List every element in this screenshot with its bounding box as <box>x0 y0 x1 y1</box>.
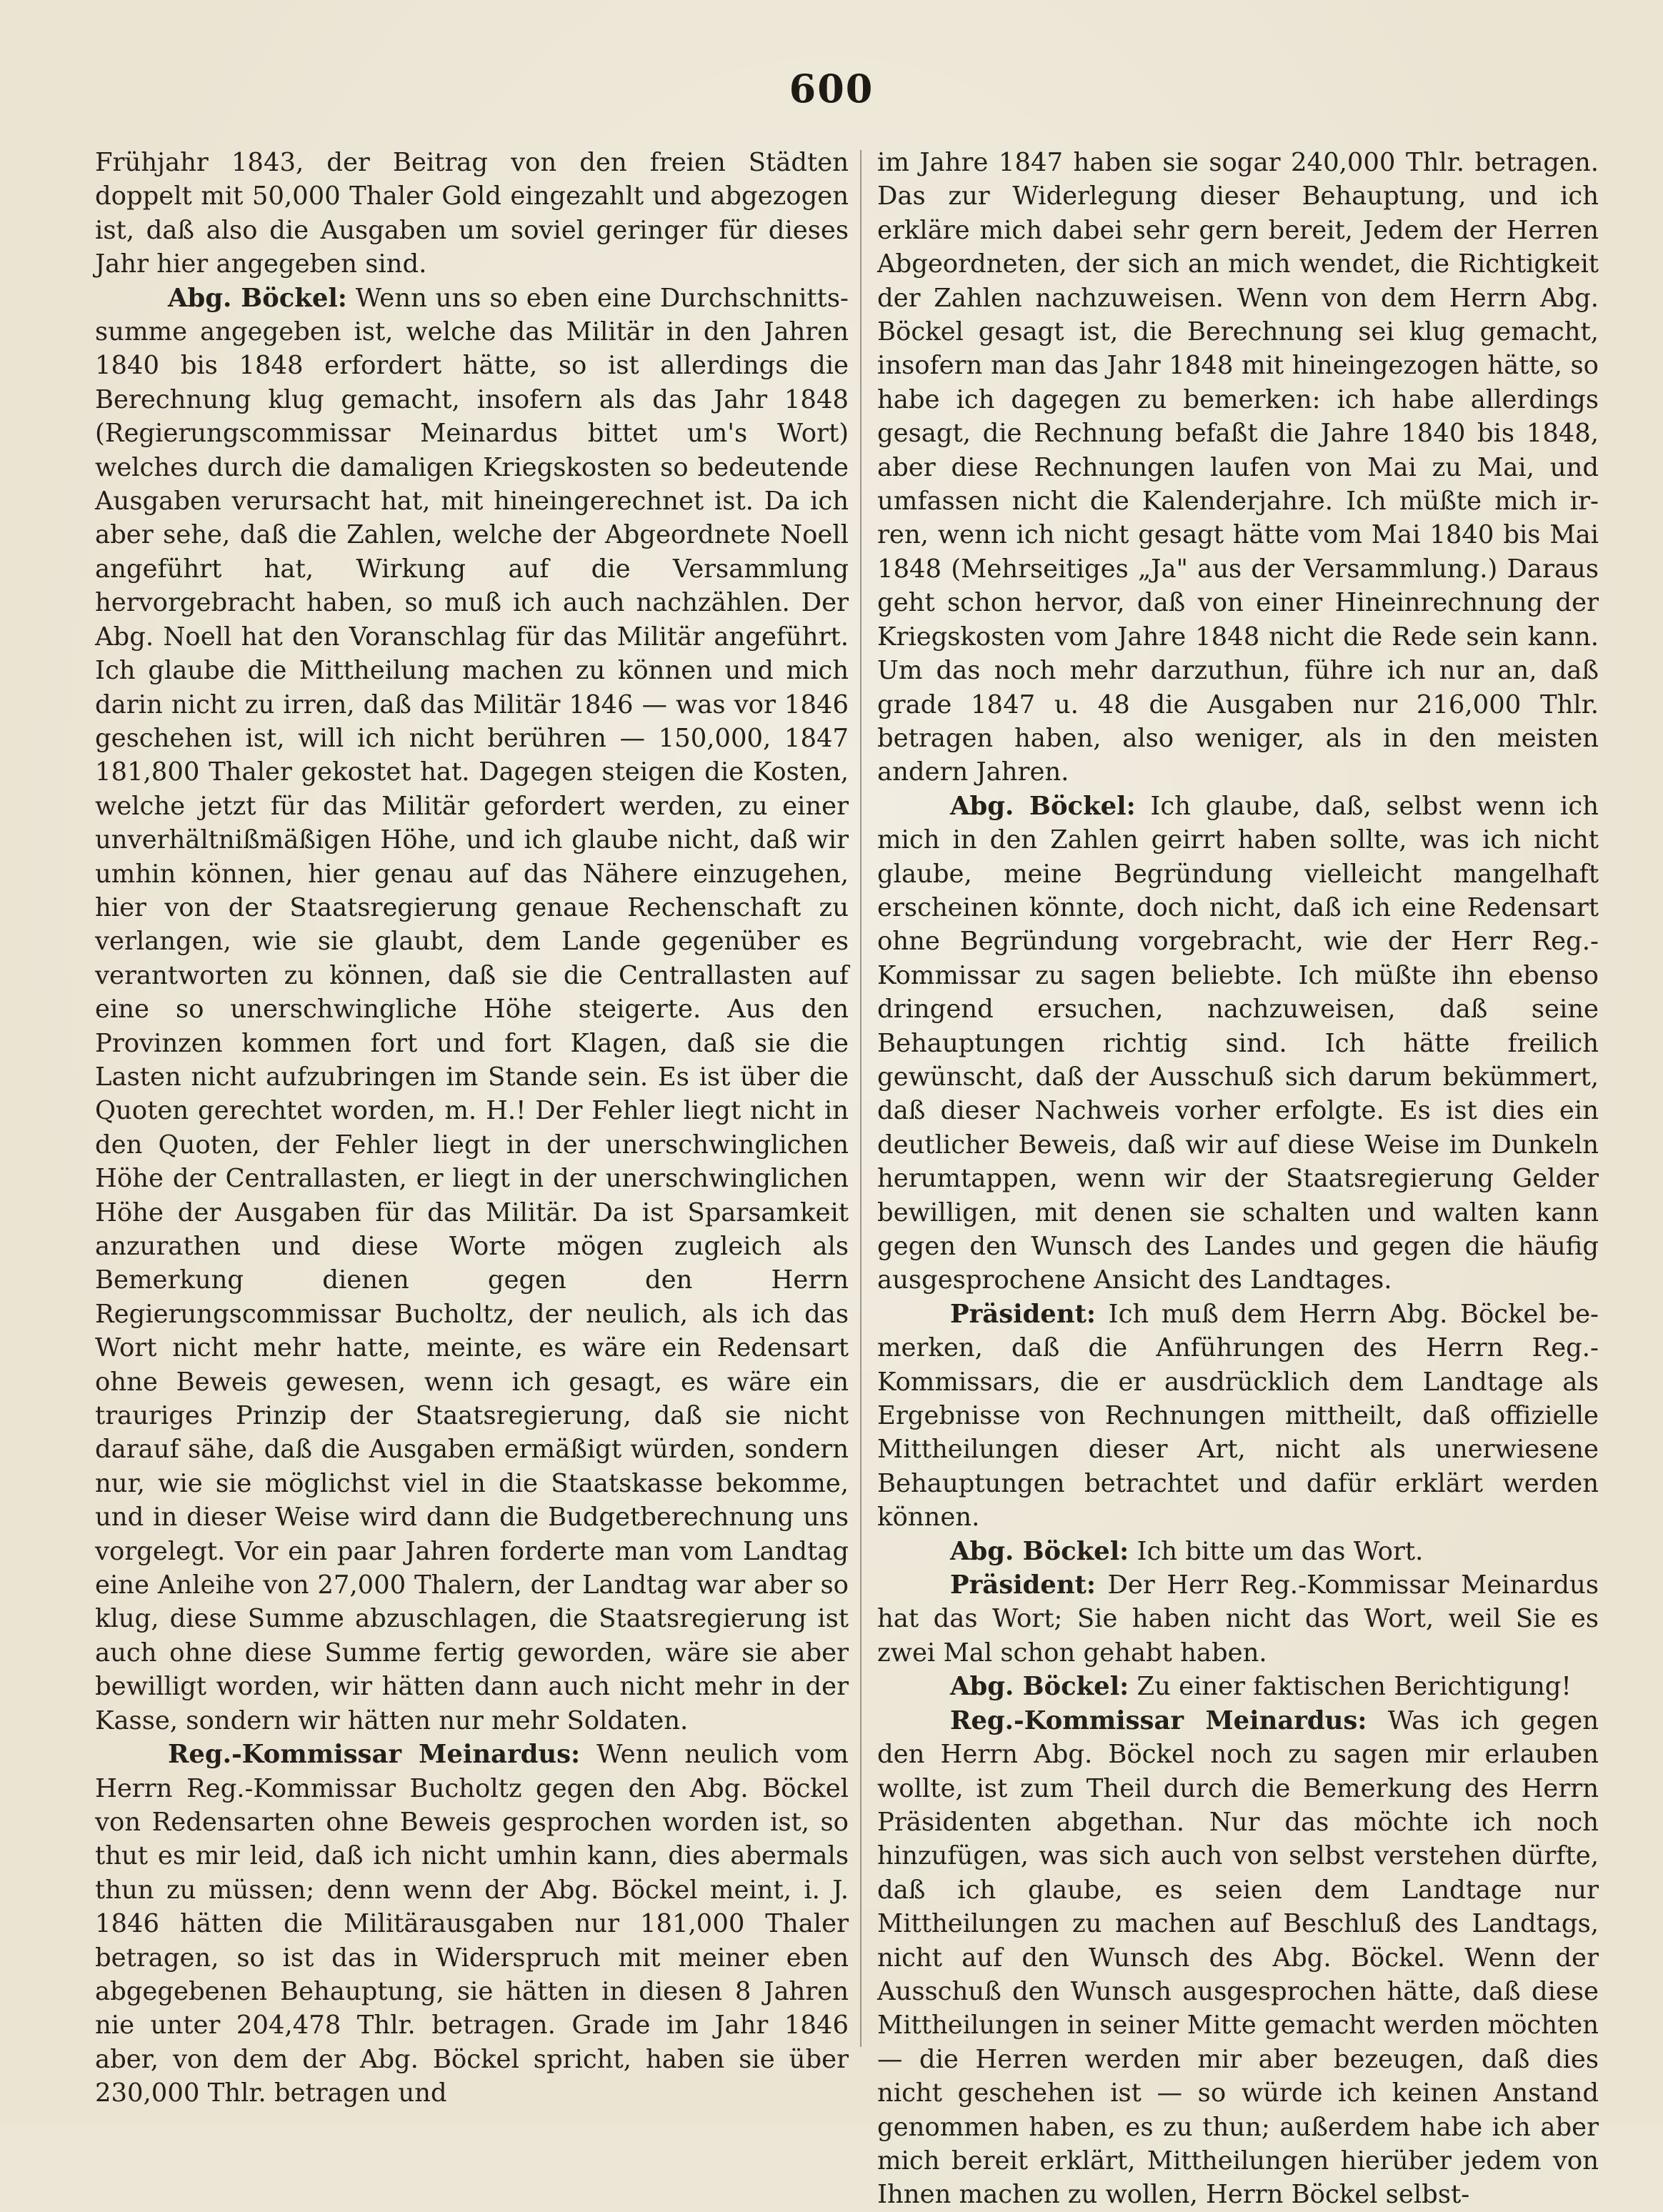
speech-paragraph <box>877 1568 1599 1670</box>
speaker-name: Abg. Böckel: <box>168 283 347 313</box>
paragraph <box>95 146 849 282</box>
speaker-name: Abg. Böckel: <box>950 1672 1129 1702</box>
speech-text: Wenn neulich vom Herrn Reg.-Kommissar Bucholtz gegen den Abg. Böckel von Redensarten ohne Beweis gesprochen worden ist, so thut es mir leid, daß ich nicht umhin kann, dies abermals thun zu müssen; denn wenn der Abg. Böckel meint, i. J. 1846 hätten die Militärausgaben nur 181,000 Thaler betragen, so ist das in Widerspruch mit meiner eben abgegebenen Behauptung, sie hätten in diesen 8 Jahren nie unter 204,478 Thlr. betragen. Grade im Jahr 1846 aber, von dem der Abg. Böckel spricht, haben sie über 230,000 Thlr. betragen und <box>95 1740 849 2108</box>
paragraph-text: Frühjahr 1843, der Beitrag von den freien Städten doppelt mit 50,000 Thaler Gold eingezahlt und abgezogen ist, daß also die Ausgaben um soviel geringer für dieses Jahr hier angegeben sind. <box>95 148 849 279</box>
speech-paragraph <box>95 1738 849 2110</box>
speech-text: Ich muß dem Herrn Abg. Böckel bemerken, daß die Anführungen des Herrn Reg.-Kommissars, die er ausdrücklich dem Landtage als Ergebnisse von Rechnungen mittheilt, daß offizielle Mittheilungen dieser Art, nicht als unerwiesene Behauptungen betrachtet und dafür erklärt werden können. <box>877 1299 1599 1533</box>
speaker-name: Reg.-Kommissar Meinardus: <box>168 1740 581 1770</box>
speech-text: Ich glaube, daß, selbst wenn ich mich in den Zahlen geirrt haben sollte, was ich nicht glaube, meine Begründung vielleicht mangelhaft erscheinen könnte, doch nicht, daß ich eine Redensart ohne Begründung vorgebracht, wie der Herr Reg.-Kommissar zu sagen beliebte. Ich müßte ihn ebenso dringend ersuchen, nachzuweisen, daß seine Behauptungen richtig sind. Ich hätte freilich gewünscht, daß der Ausschuß sich darum bekümmert, daß dieser Nachweis vorher erfolgte. Es ist dies ein deutlicher Beweis, daß wir auf diese Weise im Dunkeln herumtappen, wenn wir der Staatsregierung Gelder bewilligen, mit denen sie schalten und walten kann gegen den Wunsch des Landes und gegen die häufig ausgesprochene Ansicht des Landtages. <box>877 791 1599 1295</box>
speech-text: Der Herr Reg.-Kommissar Meinardus hat das Wort; Sie haben nicht das Wort, weil Sie es zwei Mal schon gehabt haben. <box>877 1570 1599 1668</box>
right-column <box>877 146 1599 2212</box>
speech-paragraph <box>95 282 849 1738</box>
paragraph <box>877 146 1599 789</box>
speech-paragraph <box>877 1297 1599 1535</box>
speaker-name: Reg.-Kommissar Meinardus: <box>950 1705 1367 1735</box>
speech-text: Was ich gegen den Herrn Abg. Böckel noch zu sagen mir erlauben wollte, ist zum Theil durch die Bemerkung des Herrn Präsidenten abgethan. Nur das möchte ich noch hinzufügen, was sich auch von selbst verstehen dürfte, daß ich glaube, es seien dem Landtage nur Mittheilungen zu machen auf Beschluß des Landtags, nicht auf den Wunsch des Abg. Böckel. Wenn der Ausschuß den Wunsch ausgesprochen hätte, daß diese Mittheilungen in seiner Mitte gemacht werden möchten — die Herren werden mir aber bezeugen, daß dies nicht geschehen ist — so würde ich keinen Anstand genommen haben, es zu thun; außerdem habe ich aber mich bereit erklärt, Mittheilungen hierüber jedem von Ihnen machen zu wollen, Herrn Böckel selbst- <box>877 1705 1599 2210</box>
speech-paragraph <box>877 1535 1599 1568</box>
speech-paragraph <box>877 1670 1599 1703</box>
speaker-name: Abg. Böckel: <box>950 791 1136 821</box>
left-column <box>95 146 849 2111</box>
speaker-name: Präsident: <box>950 1570 1096 1600</box>
speech-paragraph <box>877 1704 1599 2212</box>
speech-text: Wenn uns so eben eine Durchschnittssumme angegeben ist, welche das Militär in den Jahren 1840 bis 1848 erfordert hätte, so ist allerdings die Berechnung klug gemacht, insofern als das Jahr 1848 (Regierungscommissar Meinardus bittet um's Wort) welches durch die damaligen Kriegskosten so bedeutende Ausgaben verursacht hat, mit hineingerechnet ist. Da ich aber sehe, daß die Zahlen, welche der Abgeordnete Noell angeführt hat, Wirkung auf die Versammlung hervorgebracht haben, so muß ich auch nachzählen. Der Abg. Noell hat den Voranschlag für das Militär angeführt. Ich glaube die Mittheilung machen zu können und mich darin nicht zu irren, daß das Militär 1846 — was vor 1846 geschehen ist, will ich nicht berühren — 150,000, 1847 181,800 Thaler gekostet hat. Dagegen steigen die Kosten, welche jetzt für das Militär gefordert werden, zu einer unverhältnißmäßigen Höhe, und ich glaube nicht, daß wir umhin können, hier genau auf das Nähere einzugehen, hier von der Staatsregierung genaue Rechenschaft zu verlangen, wie sie glaubt, dem Lande gegenüber es verantworten zu können, daß sie die Centrallasten auf eine so unerschwingliche Höhe steigerte. Aus den Provinzen kommen fort und fort Klagen, daß sie die Lasten nicht aufzubringen im Stande sein. Es ist über die Quoten gerechtet worden, m. H.! Der Fehler liegt nicht in den Quoten, der Fehler liegt in der unerschwinglichen Höhe der Centrallasten, er liegt in der unerschwinglichen Höhe der Ausgaben für das Militär. Da ist Sparsamkeit anzurathen und diese Worte mögen zugleich als Bemerkung dienen gegen den Herrn Regierungscommissar Bucholtz, der neulich, als ich das Wort nicht mehr hatte, meinte, es wäre ein Redensart ohne Beweis gewesen, wenn ich gesagt, es wäre ein trauriges Prinzip der Staatsregierung, daß sie nicht darauf sähe, daß die Ausgaben ermäßigt würden, sondern nur, wie sie möglichst viel in die Staatskasse bekomme, und in dieser Weise wird dann die Budgetberechnung uns vorgelegt. Vor ein paar Jahren forderte man vom Landtag eine Anleihe von 27,000 Thalern, der Landtag war aber so klug, diese Summe abzuschlagen, die Staatsregierung ist auch ohne diese Summe fertig geworden, wäre sie aber bewilligt worden, wir hätten dann auch nicht mehr in der Kasse, sondern wir hätten nur mehr Soldaten. <box>95 283 849 1735</box>
column-divider <box>860 150 862 2047</box>
speech-text: Ich bitte um das Wort. <box>1129 1536 1424 1566</box>
speech-text: Zu einer faktischen Berichtigung! <box>1129 1672 1572 1702</box>
page-number: 600 <box>789 66 874 111</box>
speaker-name: Abg. Böckel: <box>950 1536 1129 1566</box>
speaker-name: Präsident: <box>950 1299 1096 1329</box>
speech-paragraph <box>877 789 1599 1297</box>
paragraph-text: im Jahre 1847 haben sie sogar 240,000 Thlr. betragen. Das zur Widerlegung dieser Behauptung, und ich erkläre mich dabei sehr gern bereit, Jedem der Herren Abgeordneten, der sich an mich wendet, die Richtigkeit der Zahlen nachzuweisen. Wenn von dem Herrn Abg. Böckel gesagt ist, die Berechnung sei klug gemacht, insofern man das Jahr 1848 mit hineingezogen hätte, so habe ich dagegen zu bemerken: ich habe allerdings gesagt, die Rechnung befaßt die Jahre 1840 bis 1848, aber diese Rechnungen laufen von Mai zu Mai, und umfassen nicht die Kalenderjahre. Ich müßte mich irren, wenn ich nicht gesagt hätte vom Mai 1840 bis Mai 1848 (Mehrseitiges „Ja" aus der Versammlung.) Daraus geht schon hervor, daß von einer Hineinrechnung der Kriegskosten vom Jahre 1848 nicht die Rede sein kann. Um das noch mehr darzuthun, führe ich nur an, daß grade 1847 u. 48 die Ausgaben nur 216,000 Thlr. betragen haben, also weniger, als in den meisten andern Jahren. <box>877 148 1599 787</box>
